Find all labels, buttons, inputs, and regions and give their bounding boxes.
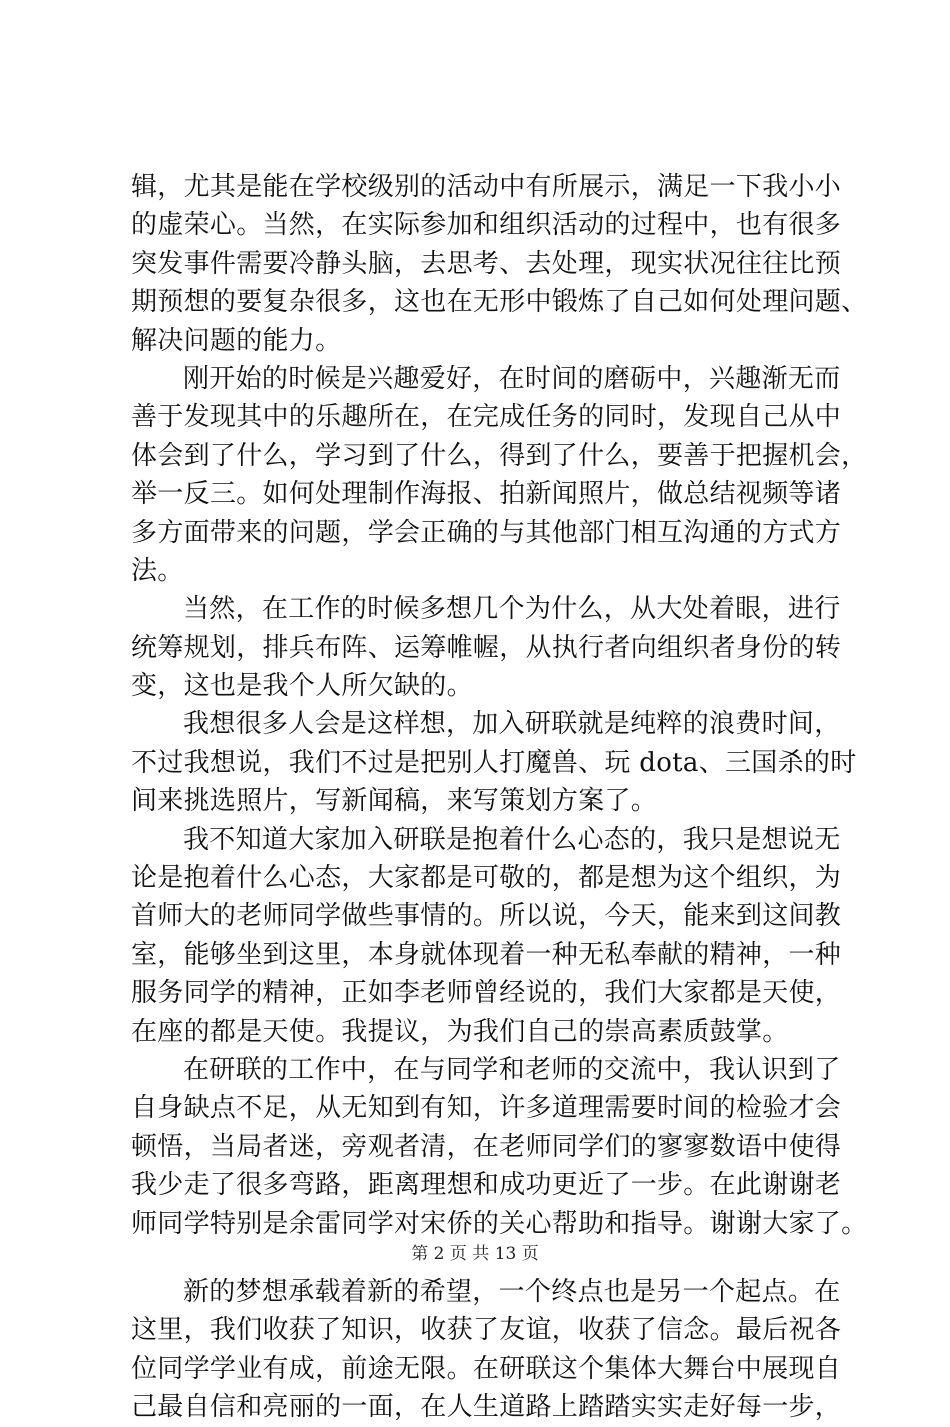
paragraph-7: [131, 1273, 851, 1427]
text-line: 突发事件需要冷静头脑，去思考、去处理，现实状况往往比预: [131, 248, 842, 279]
text-line: 这里，我们收获了知识，收获了友谊，收获了信念。最后祝各: [131, 1315, 842, 1346]
paragraph-4: [131, 705, 857, 820]
text-line: 自身缺点不足，从无知到有知，许多道理需要时间的检验才会: [131, 1093, 842, 1124]
page-footer: [0, 1242, 950, 1266]
text-line: 举一反三。如何处理制作海报、拍新闻照片，做总结视频等诸: [131, 479, 842, 510]
page-number-label: 第 2 页 共 13 页: [411, 1244, 539, 1264]
text-line: 在座的都是天使。我提议，为我们自己的崇高素质鼓掌。: [131, 1016, 789, 1047]
text-line: 多方面带来的问题，学会正确的与其他部门相互沟通的方式方: [131, 517, 842, 548]
text-line: 的虚荣心。当然，在实际参加和组织活动的过程中，也有很多: [131, 210, 842, 241]
text-line: 解决问题的能力。: [131, 325, 342, 356]
text-line: 己最自信和亮丽的一面，在人生道路上踏踏实实走好每一步，: [131, 1392, 842, 1423]
document-body: [131, 168, 868, 1427]
text-line: 首师大的老师同学做些事情的。所以说，今天，能来到这间教: [131, 901, 842, 932]
text-line: 法。: [131, 555, 184, 586]
text-line: 当然，在工作的时候多想几个为什么，从大处着眼，进行: [183, 594, 841, 625]
text-line: 室，能够坐到这里，本身就体现着一种无私奉献的精神，一种: [131, 939, 842, 970]
paragraph-5: [131, 821, 851, 1051]
text-line: 我想很多人会是这样想，加入研联就是纯粹的浪费时间，: [183, 709, 841, 740]
text-line: 变，这也是我个人所欠缺的。: [131, 671, 473, 702]
text-line: 服务同学的精神，正如李老师曾经说的，我们大家都是天使，: [131, 978, 842, 1009]
text-line: 间来挑选照片，写新闻稿，来写策划方案了。: [131, 786, 658, 817]
paragraph-2: [131, 360, 868, 590]
text-line: 新的梦想承载着新的希望，一个终点也是另一个起点。在: [183, 1276, 841, 1307]
text-line: 位同学学业有成，前途无限。在研联这个集体大舞台中展现自: [131, 1353, 842, 1384]
text-line: 辑，尤其是能在学校级别的活动中有所展示，满足一下我小小: [131, 172, 842, 202]
text-line: 我不知道大家加入研联是抱着什么心态的，我只是想说无: [183, 824, 841, 855]
text-line: 我少走了很多弯路，距离理想和成功更近了一步。在此谢谢老: [131, 1170, 842, 1201]
text-line: 不过我想说，我们不过是把别人打魔兽、玩 dota、三国杀的时: [131, 747, 857, 778]
paragraph-3: [131, 590, 851, 705]
text-line: 统筹规划，排兵布阵、运筹帷幄，从执行者向组织者身份的转: [131, 632, 842, 663]
paragraph-6: [131, 1051, 868, 1243]
text-line: 期预想的要复杂很多，这也在无形中锻炼了自己如何处理问题、: [131, 287, 868, 318]
paragraph-1: [131, 168, 868, 360]
text-line: 体会到了什么，学习到了什么，得到了什么，要善于把握机会，: [131, 440, 868, 471]
text-line: 刚开始的时候是兴趣爱好，在时间的磨砺中，兴趣渐无而: [183, 363, 841, 394]
text-line: 论是抱着什么心态，大家都是可敬的，都是想为这个组织，为: [131, 863, 842, 894]
text-line: 善于发现其中的乐趣所在，在完成任务的同时，发现自己从中: [131, 402, 842, 433]
text-line: 顿悟，当局者迷，旁观者清，在老师同学们的寥寥数语中使得: [131, 1131, 842, 1162]
text-line: 师同学特别是余雷同学对宋侨的关心帮助和指导。谢谢大家了。: [131, 1208, 868, 1239]
text-line: 在研联的工作中，在与同学和老师的交流中，我认识到了: [183, 1054, 841, 1085]
